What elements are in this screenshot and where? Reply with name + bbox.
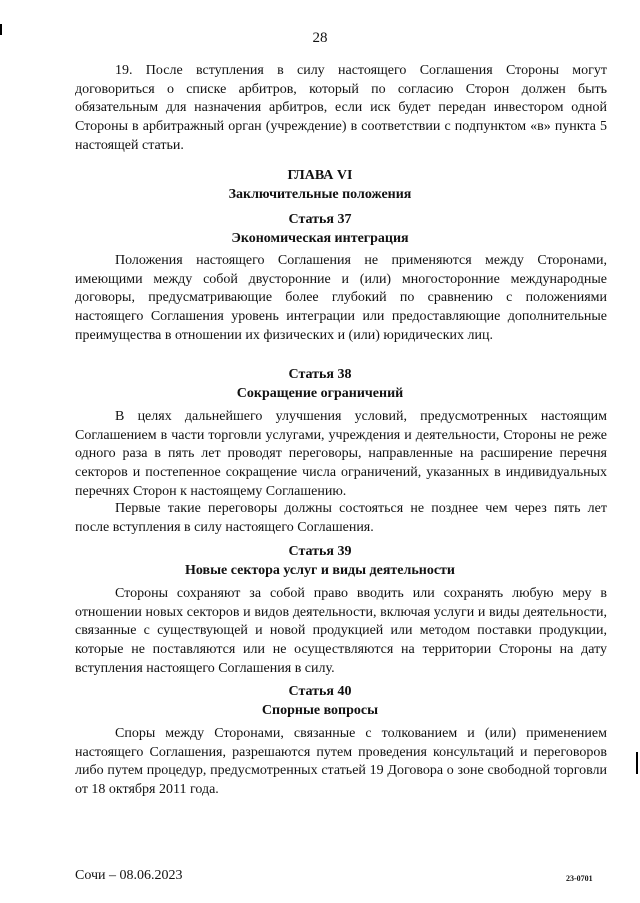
article-39-number: Статья 39: [288, 544, 352, 559]
page-number: 28: [312, 30, 328, 46]
article-40-paragraph: Споры между Сторонами, связанные с толкованием и (или) применением настоящего Соглашения, разрешаются путем проведения консультаций и переговоров либо путем процедур, предусмотренных статьей 19 Договора о зоне свободной торговли от 18 октября 2011 года.: [75, 726, 607, 798]
article-39-paragraph: Стороны сохраняют за собой право вводить или сохранять любую меру в отношении новых секторов и видов деятельности, включая услуги и виды деятельности, связанные с существующей и новой продукцией или методом поставки продукции, которые не поставляются или не осуществляются на территории Стороны на дату вступления настоящего Соглашения в силу.: [75, 586, 607, 676]
footer-document-code: 23-0701: [566, 874, 593, 883]
article-40-title: Спорные вопросы: [261, 703, 379, 718]
intro-paragraph: 19. После вступления в силу настоящего Соглашения Стороны могут договориться о списке арбитров, который по согласию Сторон должен быть обязательным для назначения арбитров, если иск будет передан инвестором одной Стороны в арбитражный орган (учреждение) в соответствии с подпунктом «в» пункта 5 настоящей статьи.: [75, 63, 607, 153]
article-39-title: Новые сектора услуг и виды деятельности: [184, 563, 456, 578]
article-37-paragraph: Положения настоящего Соглашения не применяются между Сторонами, имеющими между собой двусторонние и (или) многосторонние международные договоры, предусматривающие более глубокий по сравнению с положениями настоящего Соглашения уровень интеграции или предоставляющие дополнительные преимущества в отношении их физических и (или) юридических лиц.: [75, 253, 607, 343]
article-37-title: Экономическая интеграция: [231, 231, 409, 246]
chapter-title: Заключительные положения: [228, 187, 412, 202]
article-40-number: Статья 40: [288, 684, 352, 699]
article-38-number: Статья 38: [288, 367, 352, 382]
article-38-title: Сокращение ограничений: [236, 386, 404, 401]
article-37-number: Статья 37: [288, 212, 352, 227]
scan-mark: [636, 752, 638, 774]
scan-mark: [0, 24, 2, 35]
chapter-number: ГЛАВА VI: [287, 168, 353, 183]
article-38-paragraph-2: Первые такие переговоры должны состояться не позднее чем через пять лет после вступления в силу настоящего Соглашения.: [75, 501, 607, 535]
footer-place-date: Сочи – 08.06.2023: [75, 868, 183, 883]
article-38-paragraph-1: В целях дальнейшего улучшения условий, предусмотренных настоящим Соглашением в части торговли услугами, учреждения и деятельности, Стороны не реже одного раза в пять лет проводят переговоры, направленные на расширение перечня секторов и постепенное сокращение числа ограничений, указанных в индивидуальных перечнях Сторон к настоящему Соглашению.: [75, 409, 607, 499]
